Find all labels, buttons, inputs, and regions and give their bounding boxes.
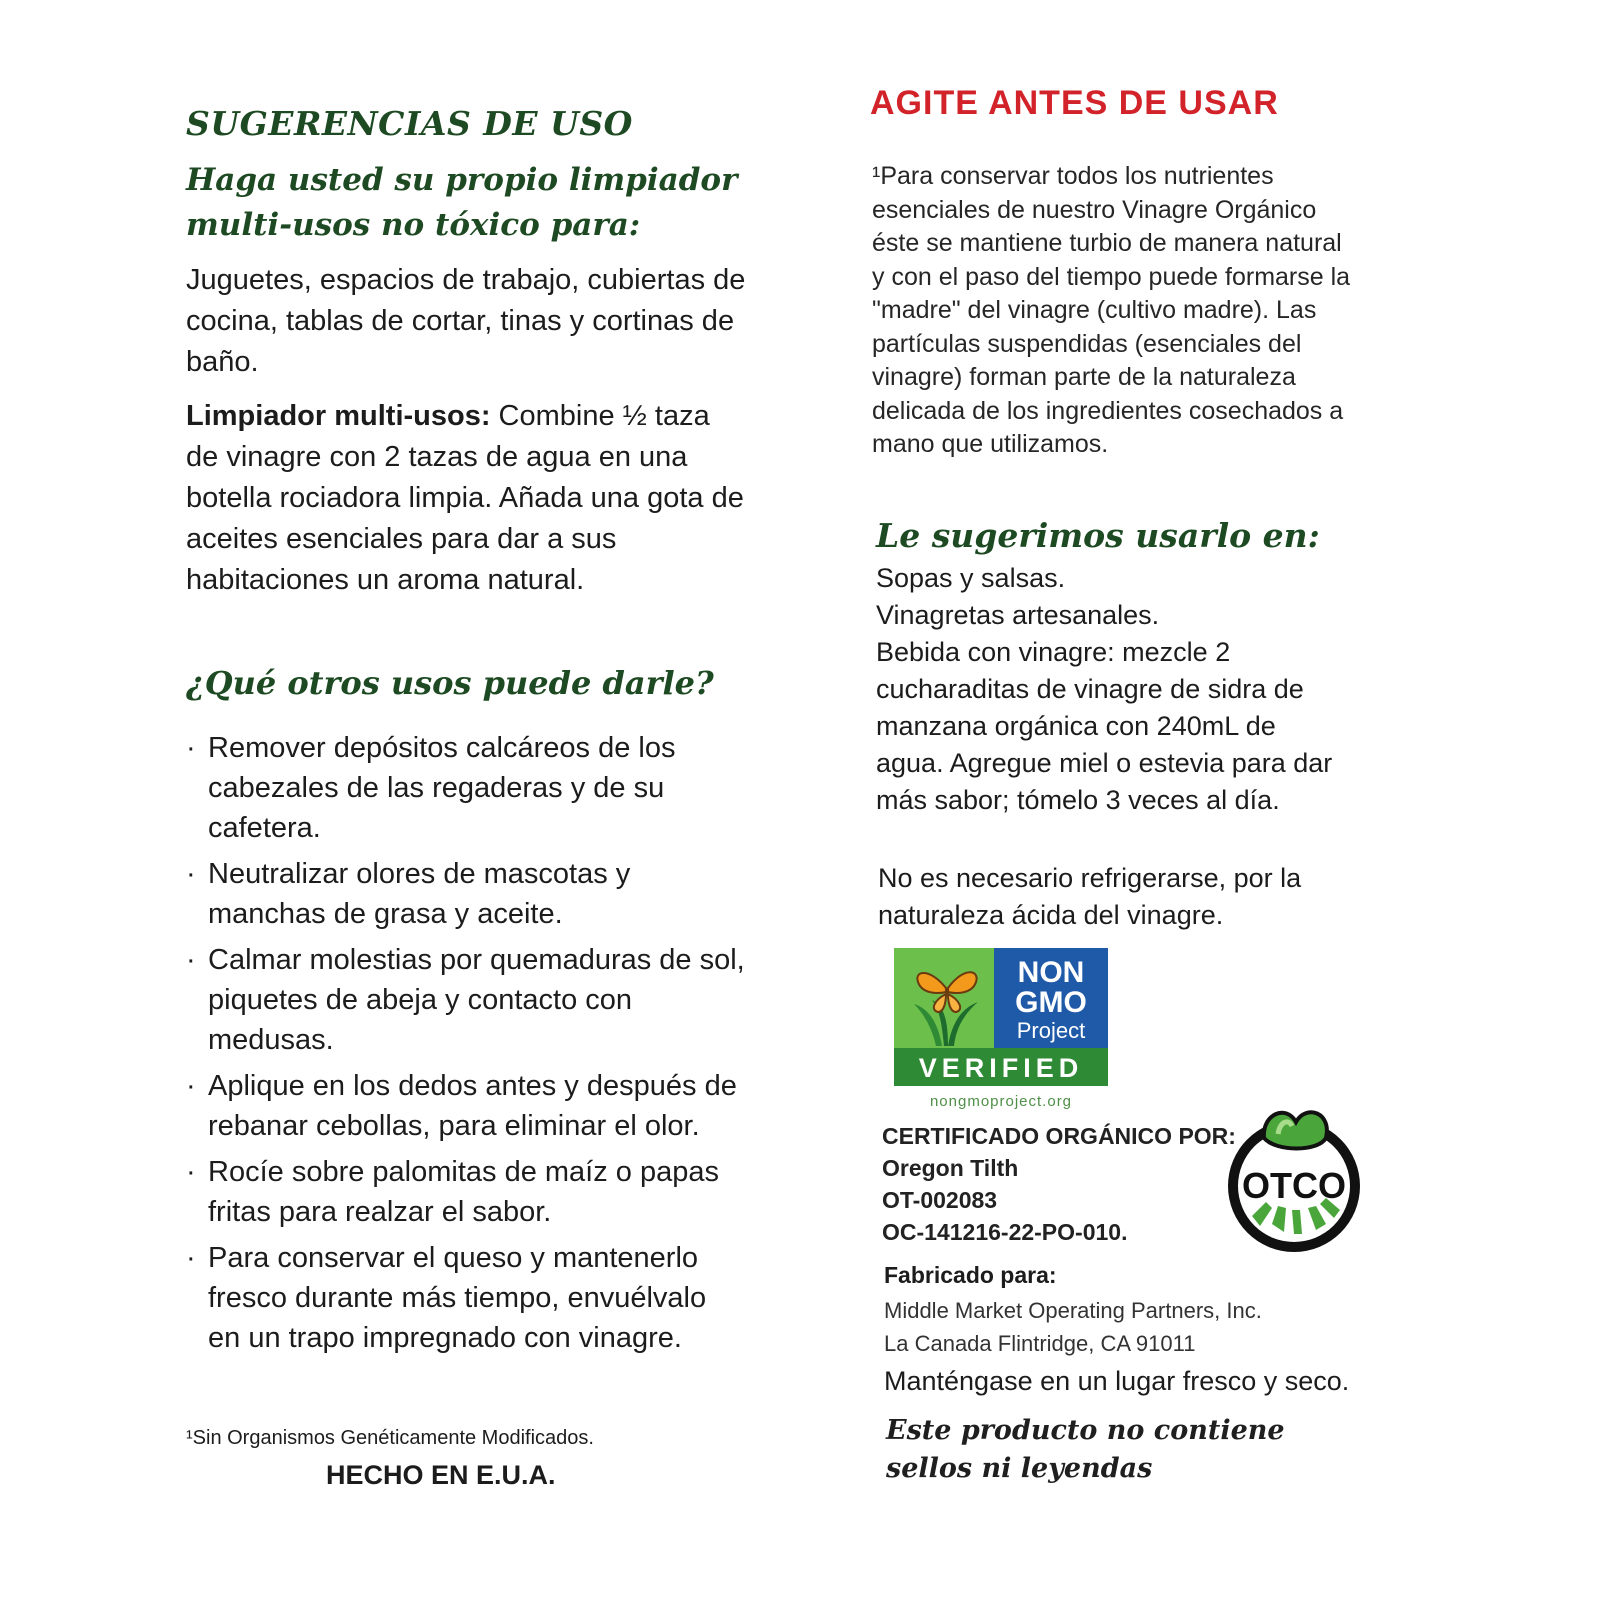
cert-certifier: Oregon Tilth	[882, 1155, 1019, 1181]
list-item: · Rocíe sobre palomitas de maíz o papas fritas para realzar el sabor.	[186, 1152, 746, 1232]
list-item: · Aplique en los dedos antes y después de rebanar cebollas, para eliminar el olor.	[186, 1066, 746, 1146]
cert-label: CERTIFICADO ORGÁNICO POR:	[882, 1123, 1236, 1149]
suggested-uses-title: Le sugerimos usarlo en:	[876, 516, 1320, 555]
made-in-usa: HECHO EN E.U.A.	[326, 1460, 556, 1490]
address-line-2: La Canada Flintridge, CA 91011	[884, 1331, 1196, 1356]
shake-before-use-heading: AGITE ANTES DE USAR	[870, 84, 1279, 122]
project-text: Project	[1016, 1018, 1086, 1043]
other-uses-list	[186, 728, 746, 1364]
suggested-uses-list	[876, 560, 1346, 819]
bullet-icon: ·	[186, 944, 196, 976]
no-seals-note: Este producto no contiene sellos ni leyendas	[886, 1415, 1285, 1484]
otco-seal	[1222, 1098, 1372, 1258]
bullet-icon: ·	[186, 1070, 196, 1102]
cleaner-recipe	[186, 396, 746, 601]
refrigeration-note: No es necesario refrigerarse, por la naturaleza ácida del vinagre.	[878, 863, 1302, 930]
otco-logo-icon	[1222, 1098, 1372, 1258]
manufactured-for-label: Fabricado para:	[884, 1262, 1057, 1288]
list-item: Vinagretas artesanales.	[876, 600, 1160, 630]
list-item: Bebida con vinagre: mezcle 2 cucharaditas de vinagre de sidra de manzana orgánica con 240mL de agua. Agregue miel o estevia para dar más sabor; tómelo 3 veces al día.	[876, 637, 1333, 815]
non-gmo-logo	[894, 948, 1108, 1086]
bullet-icon: ·	[186, 732, 196, 764]
gmo-text: GMO	[1015, 986, 1087, 1019]
list-item: · Neutralizar olores de mascotas y manchas de grasa y aceite.	[186, 854, 746, 934]
other-uses-title: ¿Qué otros usos puede darle?	[186, 664, 714, 702]
otco-text: OTCO	[1242, 1165, 1346, 1206]
list-item: Sopas y salsas.	[876, 563, 1066, 593]
organic-certification	[882, 1120, 1236, 1248]
manufacturer-address	[884, 1294, 1262, 1360]
bullet-icon: ·	[186, 1156, 196, 1188]
bullet-icon: ·	[186, 1242, 196, 1274]
list-item: · Para conservar el queso y mantenerlo fresco durante más tiempo, envuélvalo en un trapo impregnado con vinagre.	[186, 1238, 746, 1358]
non-gmo-badge	[894, 948, 1108, 1110]
cert-code-2: OC-141216-22-PO-010.	[882, 1219, 1128, 1245]
cleaner-text: Combine ½ taza de vinagre con 2 tazas de agua en una botella rociadora limpia. Añada una gota de aceites esenciales para dar a sus habitaciones un aroma natural.	[186, 400, 744, 596]
non-text: NON	[1017, 956, 1085, 989]
bullet-icon: ·	[186, 858, 196, 890]
cert-code-1: OT-002083	[882, 1187, 998, 1213]
address-line-1: Middle Market Operating Partners, Inc.	[884, 1298, 1262, 1323]
nutrients-footnote: ¹Para conservar todos los nutrientes esenciales de nuestro Vinagre Orgánico éste se mantiene turbio de manera natural y con el paso del tiempo puede formarse la "madre" del vinagre (cultivo madre). Las partículas suspendidas (esenciales del vinagre) forman parte de la naturaleza delicada de los ingredientes cosechados a mano que utilizamos.	[872, 162, 1351, 458]
gmo-footnote: ¹Sin Organismos Genéticamente Modificados.	[186, 1427, 594, 1449]
surfaces-text: Juguetes, espacios de trabajo, cubiertas de cocina, tablas de cortar, tinas y cortinas de baño.	[186, 264, 746, 378]
verified-text: VERIFIED	[918, 1053, 1084, 1083]
list-item: · Remover depósitos calcáreos de los cabezales de las regaderas y de su cafetera.	[186, 728, 746, 848]
list-item: · Calmar molestias por quemaduras de sol, piquetes de abeja y contacto con medusas.	[186, 940, 746, 1060]
non-gmo-url: nongmoproject.org	[929, 1093, 1073, 1110]
diy-cleaner-subtitle: Haga usted su propio limpiador multi-usos no tóxico para:	[186, 162, 738, 243]
storage-note: Manténgase en un lugar fresco y seco.	[884, 1366, 1350, 1396]
usage-suggestions-title: SUGERENCIAS DE USO	[186, 104, 633, 143]
cleaner-label: Limpiador multi-usos:	[186, 400, 491, 432]
